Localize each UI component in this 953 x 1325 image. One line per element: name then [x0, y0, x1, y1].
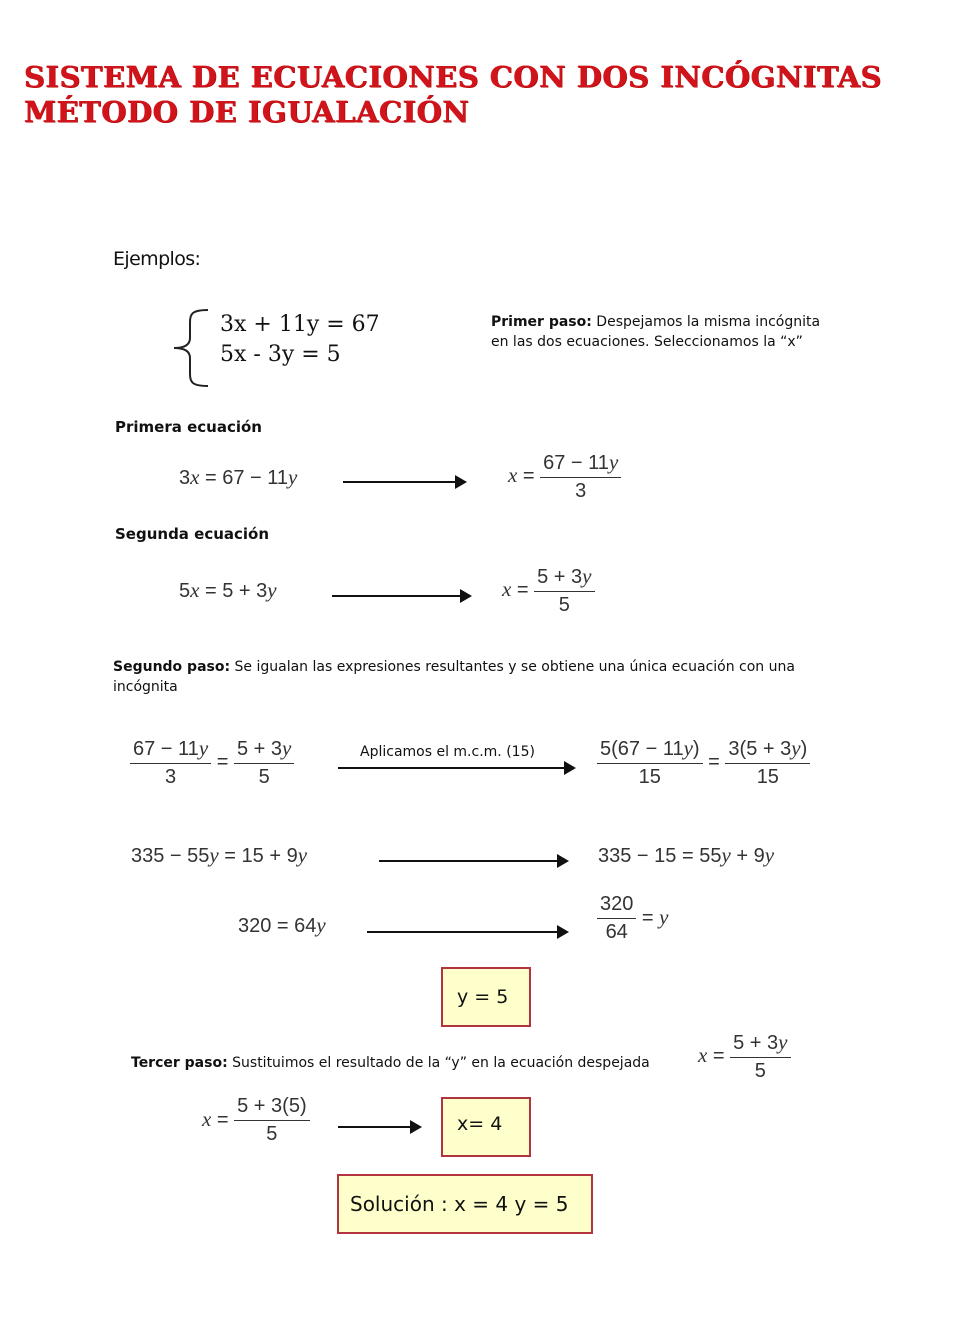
step3-text: Tercer paso: Sustituimos el resultado de la “y” en la ecuación despejada [131, 1055, 650, 1071]
step3-formula: x = $\frac{5 + 3y}{5}$ [698, 1030, 791, 1083]
arrow-icon [338, 1126, 420, 1128]
expanded-equation: 335 − 55y = 15 + 9y [131, 843, 308, 867]
lcm-result-equation: $\frac{5(67 - 11y)}{15}$ = $\frac{3(5 + 3y)}{15}$ [597, 736, 810, 789]
result-y-box: y = 5 [441, 967, 531, 1027]
step1-label: Primer paso: [491, 314, 592, 330]
solution-box: Solución : x = 4 y = 5 [337, 1174, 593, 1234]
result-x-box: x= 4 [441, 1097, 531, 1157]
first-equation-right: x = $\frac{67 - 11y}{3}$ [508, 450, 621, 503]
y-fraction-equation: $\frac{320}{64}$ = y [597, 893, 669, 944]
second-equation-label: Segunda ecuación [115, 525, 270, 543]
title-line-1: SISTEMA DE ECUACIONES CON DOS INCÓGNITAS [24, 60, 882, 94]
grouped-equation: 335 − 15 = 55y + 9y [598, 843, 775, 867]
arrow-icon [343, 481, 465, 483]
step2-label: Segundo paso: [113, 659, 231, 675]
first-equation-left: 3x = 67 − 11y [179, 465, 298, 489]
arrow-icon [367, 931, 567, 933]
title-line-2: MÉTODO DE IGUALACIÓN [24, 95, 470, 129]
second-equation-left: 5x = 5 + 3y [179, 578, 277, 602]
system-equation-2: 5x - 3y = 5 [220, 342, 341, 367]
arrow-icon [332, 595, 470, 597]
equalized-equation: $\frac{67 - 11y}{3}$ = $\frac{5 + 3y}{5}$ [130, 736, 294, 789]
simplified-equation: 320 = 64y [238, 913, 326, 937]
examples-heading: Ejemplos: [113, 248, 201, 270]
first-equation-label: Primera ecuación [115, 418, 262, 436]
arrow-icon [338, 767, 574, 769]
step1-text: Primer paso: Despejamos la misma incógnita en las dos ecuaciones. Seleccionamos la “x” [491, 314, 821, 350]
arrow-icon [379, 860, 567, 862]
system-equation-1: 3x + 11y = 67 [220, 312, 380, 337]
step2-text: Segundo paso: Se igualan las expresiones resultantes y se obtiene una única ecuación con una incógnita [113, 659, 795, 695]
substitution-equation: x = $\frac{5 + 3(5)}{5}$ [202, 1095, 310, 1146]
lcm-annotation: Aplicamos el m.c.m. (15) [360, 744, 535, 760]
second-equation-right: x = $\frac{5 + 3y}{5}$ [502, 564, 595, 617]
step3-label: Tercer paso: [131, 1055, 228, 1071]
curly-brace-icon [168, 308, 212, 388]
